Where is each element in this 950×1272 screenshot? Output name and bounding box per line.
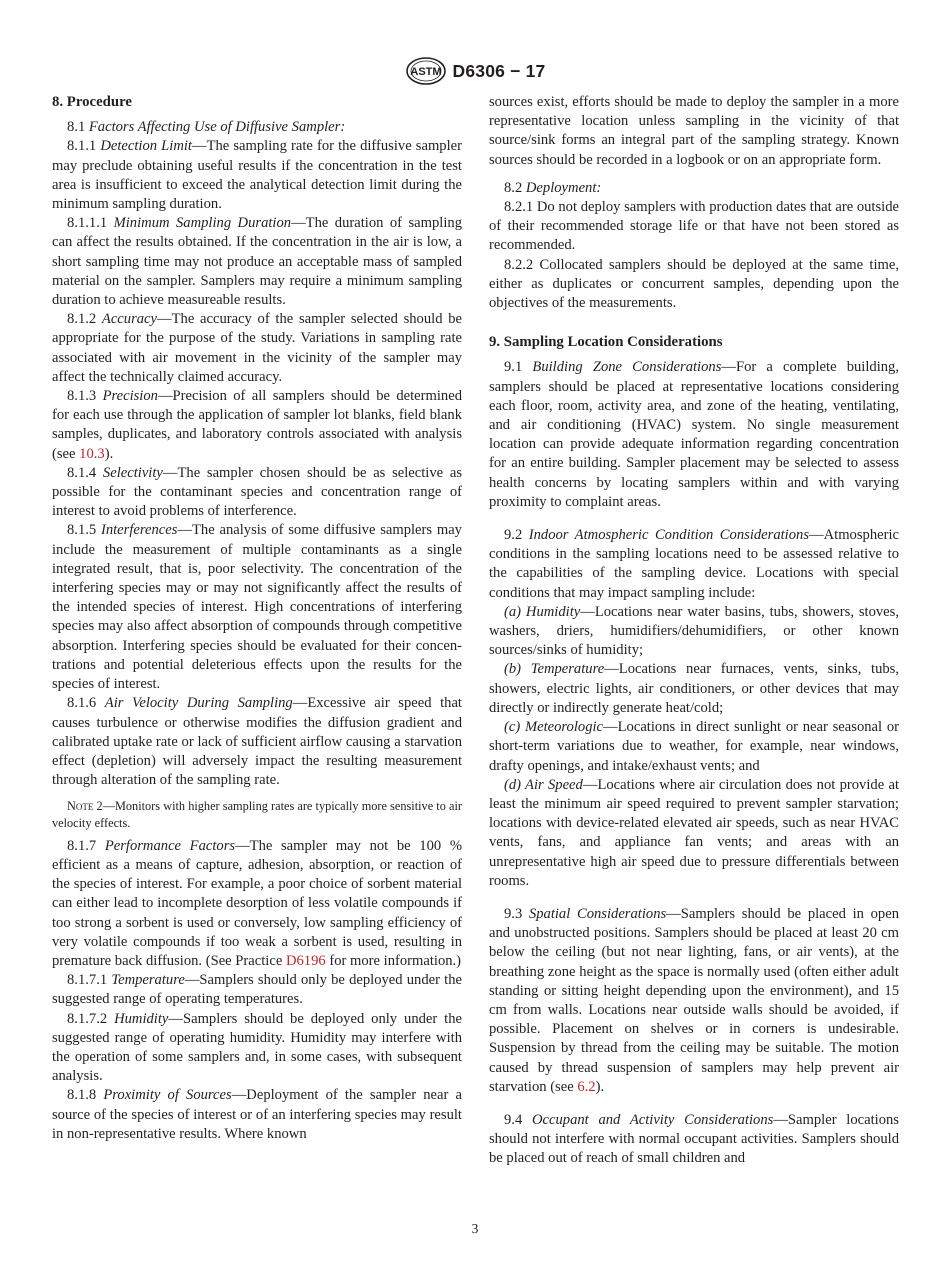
astm-logo-icon (405, 56, 447, 86)
right-column (489, 93, 899, 1169)
paragraph-9-4: 9.4 Occupant and Activity Considerations—Sampler locations should not interfere with normal occupant activities. Samplers should be placed out of reach of small children and (489, 1111, 899, 1167)
paragraph-8-1-5: 8.1.5 Interferences—The analysis of some diffusive samplers may include the measurement of multiple contaminants as a single integrated result, that is, poor selectivity. The concentration of the interfering species may or may not significantly affect the results of the intended species of interest. High concentrations of interfering species may also affect absorption of compounds through competitive absorption. Interfering species should be evaluated for their concentrations and potential deleterious effects upon the results for the species of interest. (52, 522, 462, 693)
paragraph-9-2-c: (c) Meteorologic—Locations in direct sunlight or near seasonal or short-term variations due to weather, for example, near windows, drafty openings, and intake/exhaust vents; and (489, 719, 899, 774)
page-number: 3 (471, 1221, 479, 1236)
note-2: Note 2—Monitors with higher sampling rates are typically more sensitive to air velocity effects. (52, 799, 462, 830)
left-column (52, 93, 462, 1144)
paragraph-8-1-3: 8.1.3 Precision—Precision of all samplers should be determined for each use through the application of sampler lot blanks, field blank samples, duplicates, and laboratory controls associated with analysis (see 10.3). (52, 388, 462, 462)
paragraph-8-1-8: 8.1.8 Proximity of Sources—Deployment of the sampler near a source of the species of interest or of an interfering species may result in non-representative results. Where known (52, 1087, 463, 1142)
paragraph-8-1-6: 8.1.6 Air Velocity During Sampling—Excessive air speed that causes turbulence or otherwise modifies the diffusion gradient and calibrated uptake rate or lack of sufficient airflow causing a starvation effect (depletion) will adversely impact the resulting measurement through alteration of the sampling rate. (52, 695, 462, 789)
reference-link[interactable]: D6196 (285, 952, 326, 969)
paragraph-8-1-7-1: 8.1.7.1 Temperature—Samplers should only be deployed under the suggested range of operating temperatures. (52, 972, 462, 1008)
svg-text:ASTM: ASTM (409, 66, 442, 78)
paragraph-8-2-2: 8.2.2 Collocated samplers should be deployed at the same time, either as duplicates or concurrent samples, depending upon the objectives of the measurements. (489, 256, 899, 312)
paragraph-8-1-4: 8.1.4 Selectivity—The sampler chosen should be as selective as possible for the contaminant species and concentration range of interest to avoid problems of interference. (52, 464, 462, 520)
reference-link[interactable]: 10.3 (79, 445, 105, 462)
paragraph-8-1: 8.1 Factors Affecting Use of Diffusive Sampler: (67, 119, 346, 136)
paragraph-8-2-1: 8.2.1 Do not deploy samplers with production dates that are outside of their recommended storage life or that have not been stored as recommended. (489, 199, 899, 254)
paragraph-8-1-1-1: 8.1.1.1 Minimum Sampling Duration—The duration of sampling can affect the results obtained. If the concentration in the air is low, a short sampling time may not produce an acceptable mass of sampled material on the sampler. Samplers may require a minimum sampling duration to achieve measureable results. (52, 215, 463, 309)
section-heading: 8. Procedure (52, 94, 132, 110)
paragraph-8-1-1: 8.1.1 Detection Limit—The sampling rate for the diffusive sampler may preclude obtaining useful results if the concentration in the test area is insufficient to exceed the analytical detection limit during the minimum sampling duration. (52, 138, 462, 213)
paragraph-9-3: 9.3 Spatial Considerations—Samplers should be placed in open and unobstructed positions. Samplers should be placed at least 20 cm below the ceiling (but not near lighting, fans, or air vents), at the breathing zone height as the space is normally used (often either adult standing or sitting height depending upon the environment), and 15 cm from walls. Locations near outside walls should be avoided, if possible. Placement on shelves or in corners is undesirable. Suspension by thread from the ceiling may be suitable. The motion caused by thread suspension of samplers may help prevent air starvation (see 6.2). (489, 905, 899, 1095)
paragraph-9-2-b: (b) Temperature—Locations near furnaces, vents, sinks, tubs, showers, electric lights, air conditioners, or other devices that may directly or indirectly generate heat/cold; (489, 661, 899, 716)
reference-link[interactable]: 6.2 (577, 1078, 596, 1095)
paragraph-8-1-8-continued: sources exist, efforts should be made to deploy the sampler in a more representative location unless sampling in the vicinity of that source/sink forms an integral part of the sampling strategy. Known sources should be recorded in a logbook or on an appropriate form. (489, 94, 899, 168)
paragraph-9-2-a: (a) Humidity—Locations near water basins, tubs, showers, stoves, washers, driers, humidifiers/dehumidifiers, or other known sources/sinks of humidity; (489, 603, 899, 659)
paragraph-9-2: 9.2 Indoor Atmospheric Condition Considerations—Atmospheric conditions in the sampling locations need to be assessed relative to the capabilities of the sampling device. Locations with special conditions that may impact sampling include: (489, 527, 899, 601)
paragraph-9-2-d: (d) Air Speed—Locations where air circulation does not provide at least the minimum air speed required to prevent sampler starvation; locations with device-related elevated air speeds, such as near HVAC vents, fans, and appliance fan vents; and areas with an unrepresentative high air speed due to pressure differentials between rooms. (489, 776, 899, 889)
section-heading: 9. Sampling Location Considerations (489, 334, 723, 351)
paragraph-8-1-7-2: 8.1.7.2 Humidity—Samplers should be deployed only under the suggested range of operating humidity. Humidity may interfere with the operation of some samplers and, in some cases, with subsequent analysis. (52, 1010, 463, 1085)
paragraph-8-1-2: 8.1.2 Accuracy—The accuracy of the sampler selected should be appropriate for the purpose of the study. Variations in sampling rate associated with air movement in the vicinity of the sampler may affect the technically claimed accuracy. (52, 311, 462, 385)
paragraph-8-2: 8.2 Deployment: (504, 179, 602, 196)
document-designation: D6306 − 17 (452, 60, 546, 81)
page-header (0, 56, 950, 86)
paragraph-8-1-7: 8.1.7 Performance Factors—The sampler may not be 100 % efficient as a means of capture, adhesion, absorption, or reaction of the species of interest. For example, a poor choice of sorbent material can either lead to incomplete desorption of less volatile compounds if too strong a sorbent is used or conversely, low sampling efficiency of very volatile compounds if too weak a sorbent is used, resulting in premature back diffusion. (See Practice D6196 for more information.) (52, 837, 462, 969)
paragraph-9-1: 9.1 Building Zone Considerations—For a complete building, samplers should be placed at representative locations considering each floor, room, activity area, and zone of the heating, ventilating, and air conditioning (HVAC) system. No single measurement location can provide adequate information regarding concentration for an entire building. Sampler placement may be selected to assess health concerns by locating samplers within and with varying proximity to complaint areas. (489, 359, 900, 510)
